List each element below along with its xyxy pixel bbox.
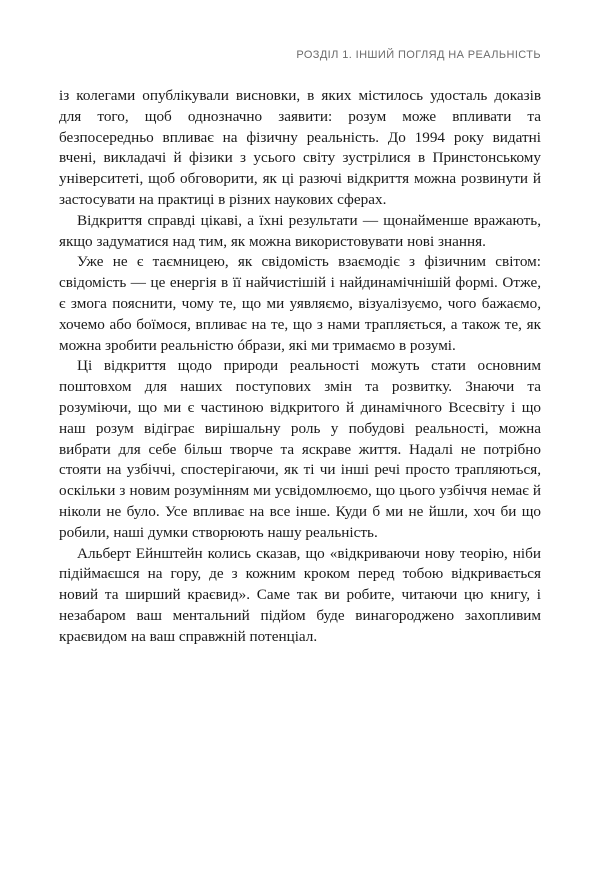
paragraph: Відкриття справді цікаві, а їхні результати — щонайменше вражають, якщо задуматися над тим, як можна використовувати нові знання. — [59, 211, 541, 250]
paragraph: Уже не є таємницею, як свідомість взаємодіє з фізичним світом: свідомість — це енергія в її найчистішій і найдинамічнішій формі. Отже, є змога пояснити, чому те, що ми уявляємо, візуалізуємо, чого бажаємо, хочемо або боїмося, впливає на те, що з нами трапляється, а також те, як можна зробити реальністю óбрази, які ми тримаємо в розумі. — [59, 253, 541, 354]
paragraph: із колегами опублікували висновки, в яких містилось удосталь доказів для того, щоб однозначно заявити: розум може впливати та безпосередньо впливає на фізичну реальність. До 1994 року видатні вчені, викладачі й фізики з усього світу зустрілися в Принстонському університеті, щоб обговорити, як ці разючі відкриття можна розвинути й застосувати на практиці в різних наукових сферах. — [59, 87, 541, 208]
body-text — [59, 86, 541, 648]
running-header: РОЗДІЛ 1. ІНШИЙ ПОГЛЯД НА РЕАЛЬНІСТЬ — [296, 49, 541, 61]
paragraph: Ці відкриття щодо природи реальності можуть стати основним поштовхом для наших поступових змін та розвитку. Знаючи та розуміючи, що ми є частиною відкритого й динамічного Всесвіту і що наш розум відіграє вирішальну роль у побудові реальності, можна вибрати для себе більш творче та яскраве життя. Надалі не потрібно стояти на узбіччі, спостерігаючи, як ті чи інші речі просто трапляються, оскільки з новим розумінням ми усвідомлюємо, що цього узбіччя немає й ніколи не було. Усе впливає на все інше. Куди б ми не йшли, хоч би що робили, наші думки створюють нашу реальність. — [59, 357, 541, 541]
paragraph: Альберт Ейнштейн колись сказав, що «відкриваючи нову теорію, ніби підіймаєшся на гору, де з кожним кроком перед тобою відкривається новий та ширший краєвид». Саме так ви робите, читаючи цю книгу, і незабаром ваш ментальний підйом буде винагороджено захопливим краєвидом на ваш справжній потенціал. — [59, 544, 541, 645]
